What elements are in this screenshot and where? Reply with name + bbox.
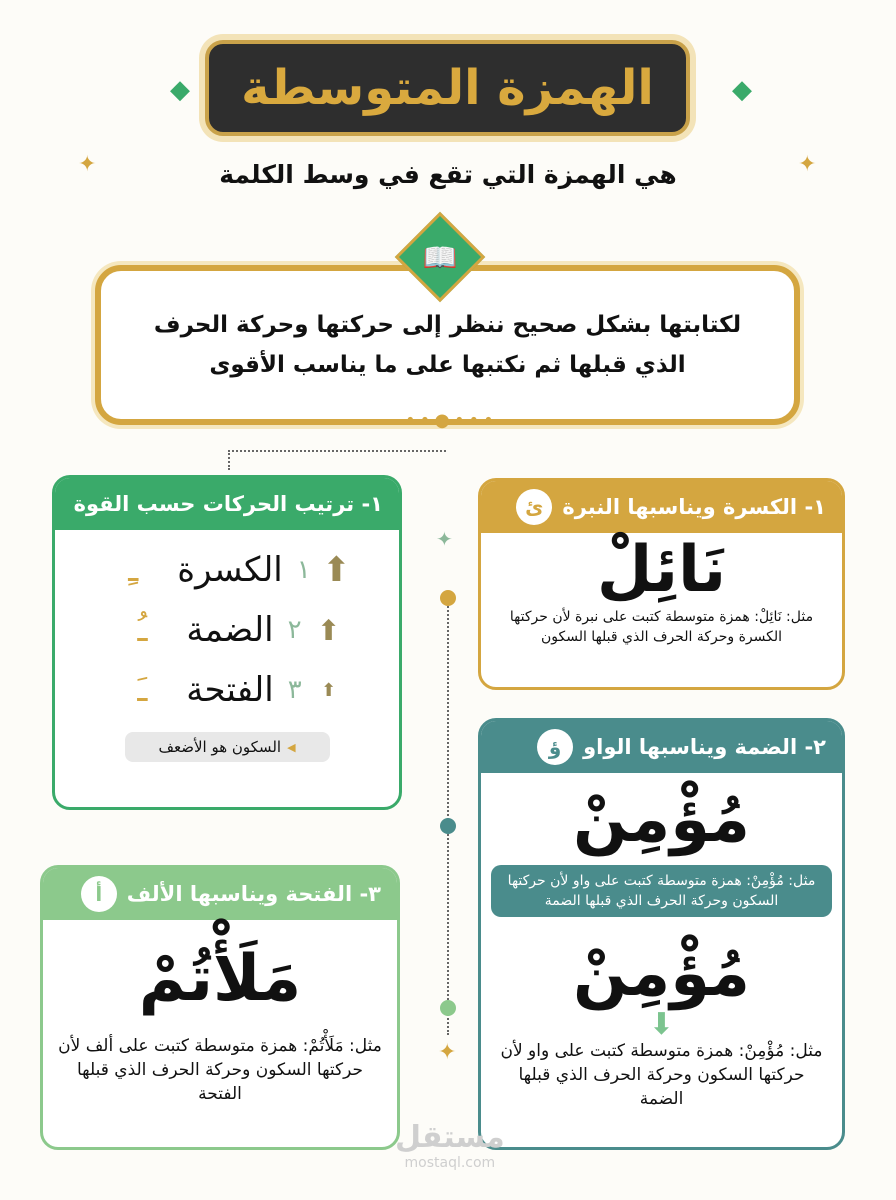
arrow-up-icon: ⬆ bbox=[322, 550, 351, 590]
rank-number: ٣ bbox=[287, 675, 302, 705]
rule2-header bbox=[481, 721, 842, 773]
connector-line bbox=[228, 450, 446, 470]
page-title: الهمزة المتوسطة bbox=[241, 60, 654, 116]
diamond-icon: ◆ bbox=[170, 75, 190, 105]
hamza-badge: أ bbox=[81, 876, 117, 912]
note-text: السكون هو الأضعف bbox=[158, 738, 282, 756]
rule1-title: ١- الكسرة ويناسبها النبرة bbox=[562, 495, 826, 519]
example-text: مثل: مُؤْمِنْ: همزة متوسطة كتبت على واو لأن حركتها السكون وحركة الحرف الذي قبلها الضمة bbox=[491, 865, 832, 917]
rule3-card bbox=[40, 865, 400, 1150]
example-word: مُؤْمِنْ bbox=[573, 783, 750, 857]
sparkle-icon: ✦ bbox=[78, 152, 97, 177]
arrow-up-icon: ⬆ bbox=[321, 679, 337, 701]
example-word: مُؤْمِنْ bbox=[573, 937, 750, 1011]
sparkle-icon: ✦ bbox=[436, 527, 453, 551]
open-book-icon: 📖 bbox=[422, 240, 458, 274]
sukun-note bbox=[125, 732, 330, 762]
rank-number: ١ bbox=[296, 555, 311, 585]
rule3-header bbox=[43, 868, 397, 920]
rank-name: الفتحة bbox=[186, 670, 274, 710]
arrow-up-icon: ⬆ bbox=[316, 613, 341, 647]
intro-line: الذي قبلها ثم نكتبها على ما يناسب الأقوى bbox=[209, 352, 686, 378]
title-banner bbox=[205, 40, 690, 136]
arrow-down-icon: ⬇ bbox=[648, 1007, 675, 1042]
rank-mark: ـِ bbox=[128, 550, 139, 590]
sparkle-icon: ✦ bbox=[438, 1040, 457, 1065]
rank-mark: ـَ bbox=[137, 670, 148, 710]
watermark bbox=[395, 1120, 505, 1171]
ranking-header bbox=[55, 478, 399, 530]
example-text: مثل: مُؤْمِنْ: همزة متوسطة كتبت على واو لأن حركتها السكون وحركة الحرف الذي قبلها الضمة bbox=[500, 1041, 823, 1109]
example-text: مثل: نَائِلْ: همزة متوسطة كتبت على نبرة لأن حركتها الكسرة وحركة الحرف الذي قبلها السكون bbox=[509, 609, 814, 645]
example-word: نَائِلْ bbox=[596, 533, 727, 607]
rank-item bbox=[55, 670, 399, 710]
connector-line bbox=[447, 595, 449, 1035]
rule1-header bbox=[481, 481, 842, 533]
intro-line: لكتابتها بشكل صحيح ننظر إلى حركتها وحركة الحرف bbox=[153, 312, 742, 338]
ranking-title: ١- ترتيب الحركات حسب القوة bbox=[73, 492, 383, 516]
node-dot bbox=[440, 1000, 456, 1016]
subtitle: هي الهمزة التي تقع في وسط الكلمة bbox=[219, 160, 677, 189]
rule1-card bbox=[478, 478, 845, 690]
sparkle-icon: ✦ bbox=[798, 152, 817, 177]
example-text: مثل: مَلَأْتُمْ: همزة متوسطة كتبت على ألف لأن حركتها السكون وحركة الحرف الذي قبلها الفتحة bbox=[58, 1036, 382, 1104]
triangle-icon: ◀ bbox=[287, 740, 296, 754]
diamond-icon: ◆ bbox=[732, 75, 752, 105]
rank-item bbox=[55, 550, 399, 590]
watermark-en: mostaql.com bbox=[404, 1155, 496, 1171]
rank-number: ٢ bbox=[287, 615, 302, 645]
rule2-card bbox=[478, 718, 845, 1150]
rank-item bbox=[55, 610, 399, 650]
ranking-card bbox=[52, 475, 402, 810]
node-dot bbox=[440, 818, 456, 834]
watermark-ar: مستقل bbox=[395, 1120, 505, 1155]
rank-name: الكسرة bbox=[177, 550, 283, 590]
rank-mark: ـُ bbox=[137, 610, 148, 650]
dots-divider: •••●•• bbox=[405, 410, 498, 431]
rule3-title: ٣- الفتحة ويناسبها الألف bbox=[126, 882, 381, 906]
example-word: مَلَأْتُمْ bbox=[138, 942, 302, 1016]
hamza-badge: ؤ bbox=[537, 729, 573, 765]
rank-name: الضمة bbox=[186, 610, 274, 650]
hamza-badge: ئ bbox=[516, 489, 552, 525]
rule2-title: ٢- الضمة ويناسبها الواو bbox=[583, 735, 826, 759]
node-dot bbox=[440, 590, 456, 606]
